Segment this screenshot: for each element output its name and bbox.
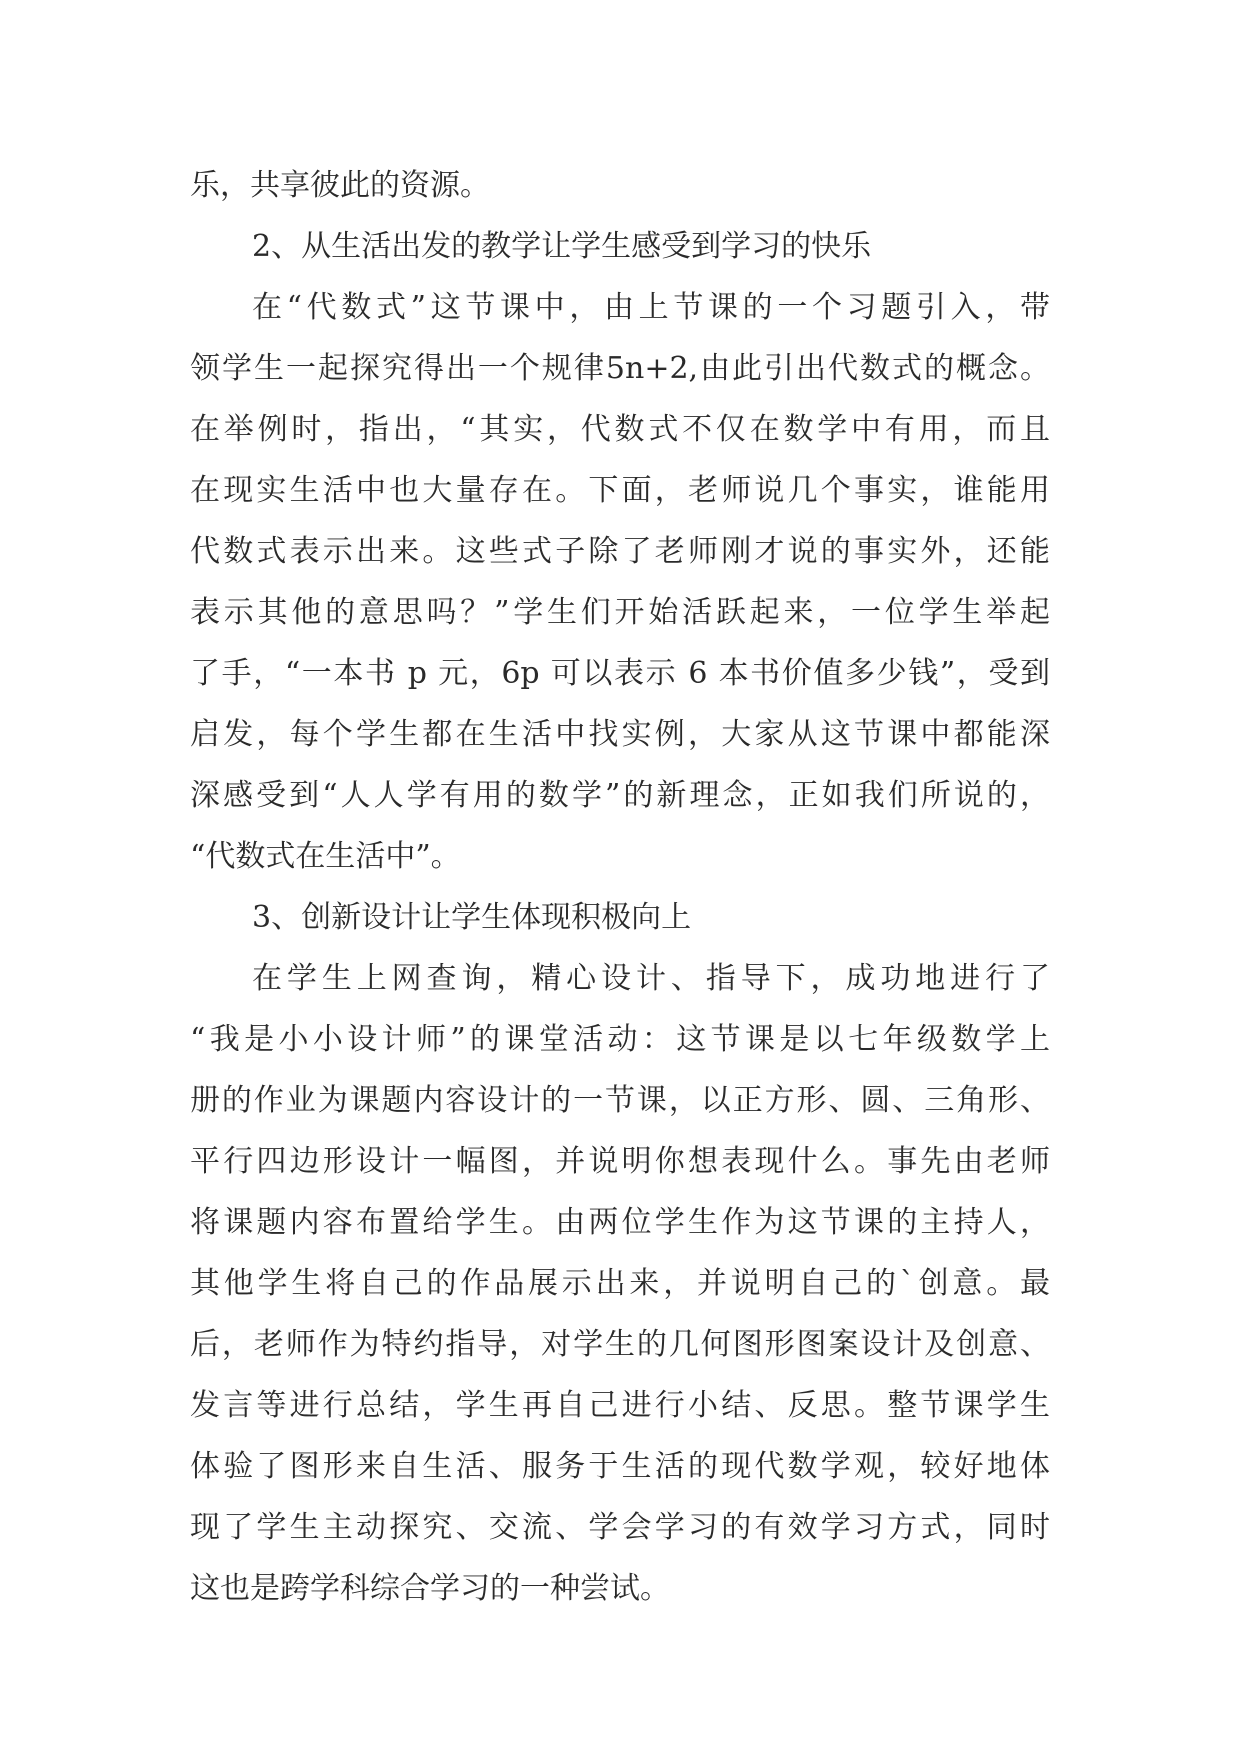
- text-line: 这也是跨学科综合学习的一种尝试。: [190, 1571, 670, 1606]
- text-line: 在举例时，指出，“其实，代数式不仅在数学中有用，而且: [190, 412, 1050, 447]
- text-line: 了手，“一本书 p 元，6p 可以表示 6 本书价值多少钱”，受到: [190, 656, 1050, 691]
- document-body: [190, 155, 1050, 1619]
- text-line: 平行四边形设计一幅图，并说明你想表现什么。事先由老师: [190, 1144, 1050, 1179]
- text-line: 代数式表示出来。这些式子除了老师刚才说的事实外，还能: [190, 534, 1050, 569]
- text-line: 启发，每个学生都在生活中找实例，大家从这节课中都能深: [190, 717, 1050, 752]
- text-line: 体验了图形来自生活、服务于生活的现代数学观，较好地体: [190, 1449, 1050, 1484]
- section-heading-2: 2、从生活出发的教学让学生感受到学习的快乐: [252, 229, 872, 264]
- text-line: 深感受到“人人学有用的数学”的新理念，正如我们所说的，: [190, 778, 1050, 813]
- text-line: 表示其他的意思吗？”学生们开始活跃起来，一位学生举起: [190, 595, 1050, 630]
- text-line: 册的作业为课题内容设计的一节课，以正方形、圆、三角形、: [190, 1083, 1050, 1118]
- text-line: 后，老师作为特约指导，对学生的几何图形图案设计及创意、: [190, 1327, 1050, 1362]
- text-line: 发言等进行总结，学生再自己进行小结、反思。整节课学生: [190, 1388, 1050, 1423]
- text-line: 将课题内容布置给学生。由两位学生作为这节课的主持人，: [190, 1205, 1050, 1240]
- paragraph-first-line: 在学生上网查询，精心设计、指导下，成功地进行了: [252, 961, 1050, 996]
- section-heading-3: 3、创新设计让学生体现积极向上: [252, 900, 692, 935]
- text-line: “代数式在生活中”。: [190, 839, 461, 874]
- text-line: 乐，共享彼此的资源。: [190, 168, 490, 203]
- text-line: 在现实生活中也大量存在。下面，老师说几个事实，谁能用: [190, 473, 1050, 508]
- paragraph-first-line: 在“代数式”这节课中，由上节课的一个习题引入，带: [252, 290, 1050, 325]
- text-line: “我是小小设计师”的课堂活动：这节课是以七年级数学上: [190, 1022, 1050, 1057]
- text-line: 现了学生主动探究、交流、学会学习的有效学习方式，同时: [190, 1510, 1050, 1545]
- text-line: 领学生一起探究得出一个规律5n+2,由此引出代数式的概念。: [190, 351, 1050, 386]
- text-line: 其他学生将自己的作品展示出来，并说明自己的`创意。最: [190, 1266, 1050, 1301]
